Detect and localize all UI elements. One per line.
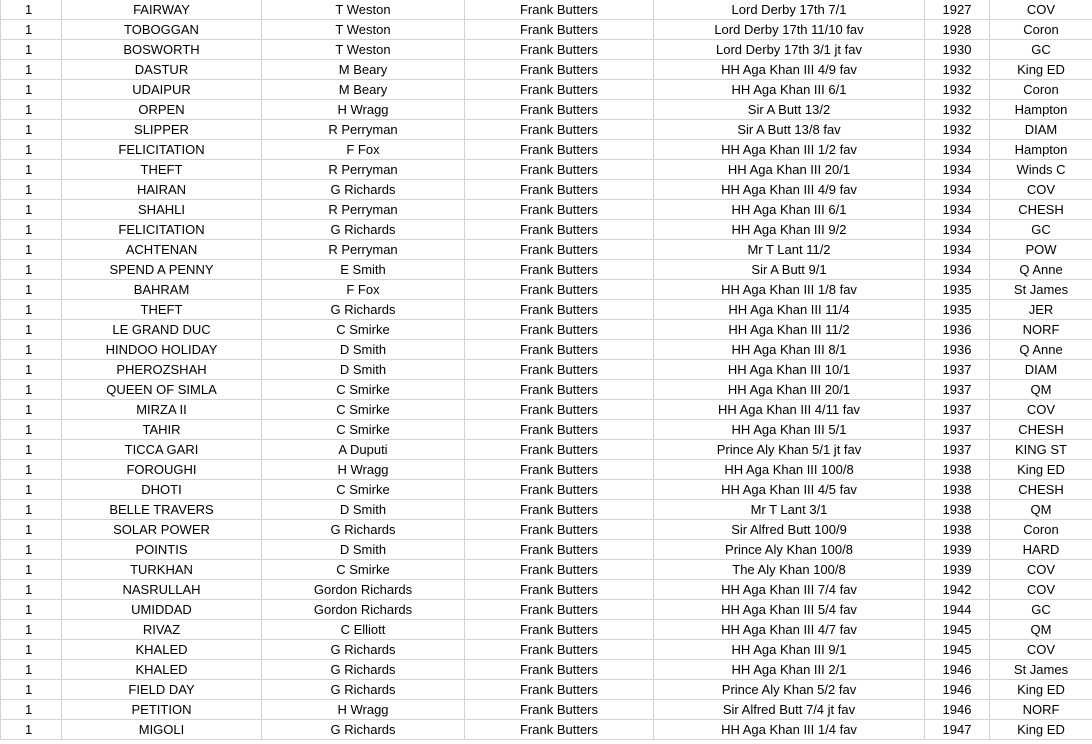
table-row <box>1 360 1092 380</box>
year-cell[interactable]: 1942 <box>925 580 990 600</box>
owner-odds-cell[interactable]: HH Aga Khan III 11/2 <box>654 320 925 340</box>
jockey-cell[interactable]: F Fox <box>262 280 465 300</box>
table-row <box>1 220 1092 240</box>
position-cell[interactable]: 1 <box>1 0 62 20</box>
position-cell[interactable]: 1 <box>1 60 62 80</box>
trainer-cell[interactable]: Frank Butters <box>465 400 654 420</box>
position-cell[interactable]: 1 <box>1 480 62 500</box>
owner-odds-cell[interactable]: HH Aga Khan III 9/2 <box>654 220 925 240</box>
year-cell[interactable]: 1935 <box>925 280 990 300</box>
jockey-cell[interactable]: M Beary <box>262 80 465 100</box>
horse-cell[interactable]: HINDOO HOLIDAY <box>62 340 262 360</box>
owner-odds-cell[interactable]: Lord Derby 17th 7/1 <box>654 0 925 20</box>
jockey-cell[interactable]: E Smith <box>262 260 465 280</box>
year-cell[interactable]: 1930 <box>925 40 990 60</box>
race-cell[interactable]: Coron <box>990 20 1092 40</box>
year-cell[interactable]: 1937 <box>925 440 990 460</box>
race-cell[interactable]: King ED <box>990 680 1092 700</box>
race-cell[interactable]: Hampton <box>990 140 1092 160</box>
position-cell[interactable]: 1 <box>1 20 62 40</box>
position-cell[interactable]: 1 <box>1 200 62 220</box>
horse-cell[interactable]: TURKHAN <box>62 560 262 580</box>
year-cell[interactable]: 1946 <box>925 700 990 720</box>
year-cell[interactable]: 1937 <box>925 380 990 400</box>
horse-cell[interactable]: FAIRWAY <box>62 0 262 20</box>
horse-cell[interactable]: QUEEN OF SIMLA <box>62 380 262 400</box>
owner-odds-cell[interactable]: Sir Alfred Butt 100/9 <box>654 520 925 540</box>
race-cell[interactable]: Q Anne <box>990 260 1092 280</box>
horse-cell[interactable]: MIGOLI <box>62 720 262 740</box>
position-cell[interactable]: 1 <box>1 100 62 120</box>
year-cell[interactable]: 1946 <box>925 660 990 680</box>
table-row <box>1 420 1092 440</box>
table-row <box>1 520 1092 540</box>
jockey-cell[interactable]: Gordon Richards <box>262 600 465 620</box>
table-row <box>1 380 1092 400</box>
race-cell[interactable]: King ED <box>990 60 1092 80</box>
table-row <box>1 580 1092 600</box>
table-row <box>1 560 1092 580</box>
horse-cell[interactable]: SLIPPER <box>62 120 262 140</box>
trainer-cell[interactable]: Frank Butters <box>465 520 654 540</box>
position-cell[interactable]: 1 <box>1 720 62 740</box>
trainer-cell[interactable]: Frank Butters <box>465 540 654 560</box>
race-cell[interactable]: COV <box>990 640 1092 660</box>
year-cell[interactable]: 1936 <box>925 320 990 340</box>
year-cell[interactable]: 1932 <box>925 100 990 120</box>
owner-odds-cell[interactable]: Mr T Lant 11/2 <box>654 240 925 260</box>
owner-odds-cell[interactable]: HH Aga Khan III 4/11 fav <box>654 400 925 420</box>
trainer-cell[interactable]: Frank Butters <box>465 440 654 460</box>
trainer-cell[interactable]: Frank Butters <box>465 700 654 720</box>
year-cell[interactable]: 1934 <box>925 180 990 200</box>
year-cell[interactable]: 1937 <box>925 360 990 380</box>
trainer-cell[interactable]: Frank Butters <box>465 500 654 520</box>
table-row <box>1 100 1092 120</box>
jockey-cell[interactable]: Gordon Richards <box>262 580 465 600</box>
race-cell[interactable]: King ED <box>990 460 1092 480</box>
owner-odds-cell[interactable]: Sir A Butt 13/8 fav <box>654 120 925 140</box>
owner-odds-cell[interactable]: HH Aga Khan III 7/4 fav <box>654 580 925 600</box>
horse-cell[interactable]: SPEND A PENNY <box>62 260 262 280</box>
jockey-cell[interactable]: R Perryman <box>262 120 465 140</box>
table-row <box>1 80 1092 100</box>
trainer-cell[interactable]: Frank Butters <box>465 660 654 680</box>
year-cell[interactable]: 1934 <box>925 160 990 180</box>
owner-odds-cell[interactable]: HH Aga Khan III 4/9 fav <box>654 60 925 80</box>
horse-cell[interactable]: NASRULLAH <box>62 580 262 600</box>
table-row <box>1 200 1092 220</box>
table-row <box>1 140 1092 160</box>
owner-odds-cell[interactable]: HH Aga Khan III 8/1 <box>654 340 925 360</box>
trainer-cell[interactable]: Frank Butters <box>465 140 654 160</box>
horse-cell[interactable]: TAHIR <box>62 420 262 440</box>
horse-cell[interactable]: ORPEN <box>62 100 262 120</box>
owner-odds-cell[interactable]: HH Aga Khan III 5/1 <box>654 420 925 440</box>
owner-odds-cell[interactable]: HH Aga Khan III 2/1 <box>654 660 925 680</box>
table-row <box>1 160 1092 180</box>
year-cell[interactable]: 1934 <box>925 260 990 280</box>
horse-cell[interactable]: POINTIS <box>62 540 262 560</box>
jockey-cell[interactable]: H Wragg <box>262 100 465 120</box>
trainer-cell[interactable]: Frank Butters <box>465 0 654 20</box>
horse-cell[interactable]: KHALED <box>62 640 262 660</box>
race-cell[interactable]: Coron <box>990 520 1092 540</box>
position-cell[interactable]: 1 <box>1 240 62 260</box>
year-cell[interactable]: 1934 <box>925 140 990 160</box>
table-row <box>1 700 1092 720</box>
race-cell[interactable]: Coron <box>990 80 1092 100</box>
trainer-cell[interactable]: Frank Butters <box>465 620 654 640</box>
owner-odds-cell[interactable]: The Aly Khan 100/8 <box>654 560 925 580</box>
owner-odds-cell[interactable]: HH Aga Khan III 9/1 <box>654 640 925 660</box>
horse-cell[interactable]: THEFT <box>62 160 262 180</box>
trainer-cell[interactable]: Frank Butters <box>465 420 654 440</box>
race-cell[interactable]: CHESH <box>990 480 1092 500</box>
table-row <box>1 280 1092 300</box>
table-row <box>1 340 1092 360</box>
trainer-cell[interactable]: Frank Butters <box>465 300 654 320</box>
race-cell[interactable]: JER <box>990 300 1092 320</box>
horse-cell[interactable]: LE GRAND DUC <box>62 320 262 340</box>
jockey-cell[interactable]: D Smith <box>262 340 465 360</box>
horse-cell[interactable]: KHALED <box>62 660 262 680</box>
jockey-cell[interactable]: C Smirke <box>262 320 465 340</box>
horse-cell[interactable]: BELLE TRAVERS <box>62 500 262 520</box>
race-cell[interactable]: NORF <box>990 320 1092 340</box>
race-cell[interactable]: COV <box>990 180 1092 200</box>
owner-odds-cell[interactable]: Mr T Lant 3/1 <box>654 500 925 520</box>
table-row <box>1 260 1092 280</box>
year-cell[interactable]: 1939 <box>925 560 990 580</box>
position-cell[interactable]: 1 <box>1 440 62 460</box>
owner-odds-cell[interactable]: Prince Aly Khan 100/8 <box>654 540 925 560</box>
horse-cell[interactable]: RIVAZ <box>62 620 262 640</box>
jockey-cell[interactable]: T Weston <box>262 40 465 60</box>
year-cell[interactable]: 1947 <box>925 720 990 740</box>
table-row <box>1 660 1092 680</box>
horse-cell[interactable]: TICCA GARI <box>62 440 262 460</box>
year-cell[interactable]: 1939 <box>925 540 990 560</box>
jockey-cell[interactable]: T Weston <box>262 0 465 20</box>
table-row <box>1 0 1092 20</box>
horse-cell[interactable]: PETITION <box>62 700 262 720</box>
race-cell[interactable]: King ED <box>990 720 1092 740</box>
position-cell[interactable]: 1 <box>1 40 62 60</box>
table-row <box>1 600 1092 620</box>
trainer-cell[interactable]: Frank Butters <box>465 680 654 700</box>
year-cell[interactable]: 1932 <box>925 120 990 140</box>
race-cell[interactable]: KING ST <box>990 440 1092 460</box>
owner-odds-cell[interactable]: HH Aga Khan III 6/1 <box>654 80 925 100</box>
owner-odds-cell[interactable]: HH Aga Khan III 1/4 fav <box>654 720 925 740</box>
race-cell[interactable]: Winds C <box>990 160 1092 180</box>
race-cell[interactable]: QM <box>990 500 1092 520</box>
race-cell[interactable]: St James <box>990 280 1092 300</box>
owner-odds-cell[interactable]: HH Aga Khan III 6/1 <box>654 200 925 220</box>
race-cell[interactable]: COV <box>990 580 1092 600</box>
position-cell[interactable]: 1 <box>1 520 62 540</box>
horse-cell[interactable]: DHOTI <box>62 480 262 500</box>
year-cell[interactable]: 1934 <box>925 200 990 220</box>
jockey-cell[interactable]: G Richards <box>262 220 465 240</box>
position-cell[interactable]: 1 <box>1 180 62 200</box>
year-cell[interactable]: 1935 <box>925 300 990 320</box>
jockey-cell[interactable]: C Smirke <box>262 420 465 440</box>
position-cell[interactable]: 1 <box>1 540 62 560</box>
race-cell[interactable]: GC <box>990 220 1092 240</box>
horse-cell[interactable]: PHEROZSHAH <box>62 360 262 380</box>
race-cell[interactable]: QM <box>990 620 1092 640</box>
horse-cell[interactable]: TOBOGGAN <box>62 20 262 40</box>
jockey-cell[interactable]: D Smith <box>262 540 465 560</box>
trainer-cell[interactable]: Frank Butters <box>465 80 654 100</box>
year-cell[interactable]: 1937 <box>925 420 990 440</box>
owner-odds-cell[interactable]: HH Aga Khan III 4/7 fav <box>654 620 925 640</box>
year-cell[interactable]: 1932 <box>925 80 990 100</box>
trainer-cell[interactable]: Frank Butters <box>465 240 654 260</box>
owner-odds-cell[interactable]: Sir A Butt 9/1 <box>654 260 925 280</box>
race-cell[interactable]: DIAM <box>990 120 1092 140</box>
year-cell[interactable]: 1934 <box>925 220 990 240</box>
horse-cell[interactable]: SHAHLI <box>62 200 262 220</box>
trainer-cell[interactable]: Frank Butters <box>465 20 654 40</box>
owner-odds-cell[interactable]: Sir Alfred Butt 7/4 jt fav <box>654 700 925 720</box>
jockey-cell[interactable]: C Smirke <box>262 560 465 580</box>
position-cell[interactable]: 1 <box>1 340 62 360</box>
trainer-cell[interactable]: Frank Butters <box>465 40 654 60</box>
jockey-cell[interactable]: C Smirke <box>262 480 465 500</box>
table-row <box>1 480 1092 500</box>
owner-odds-cell[interactable]: HH Aga Khan III 20/1 <box>654 160 925 180</box>
jockey-cell[interactable]: F Fox <box>262 140 465 160</box>
horse-cell[interactable]: HAIRAN <box>62 180 262 200</box>
position-cell[interactable]: 1 <box>1 80 62 100</box>
year-cell[interactable]: 1944 <box>925 600 990 620</box>
position-cell[interactable]: 1 <box>1 140 62 160</box>
jockey-cell[interactable]: R Perryman <box>262 200 465 220</box>
year-cell[interactable]: 1927 <box>925 0 990 20</box>
position-cell[interactable]: 1 <box>1 700 62 720</box>
position-cell[interactable]: 1 <box>1 280 62 300</box>
horse-cell[interactable]: FIELD DAY <box>62 680 262 700</box>
position-cell[interactable]: 1 <box>1 360 62 380</box>
race-cell[interactable]: NORF <box>990 700 1092 720</box>
jockey-cell[interactable]: G Richards <box>262 300 465 320</box>
horse-cell[interactable]: BAHRAM <box>62 280 262 300</box>
race-cell[interactable]: CHESH <box>990 420 1092 440</box>
position-cell[interactable]: 1 <box>1 380 62 400</box>
horse-cell[interactable]: UDAIPUR <box>62 80 262 100</box>
trainer-cell[interactable]: Frank Butters <box>465 340 654 360</box>
race-cell[interactable]: GC <box>990 40 1092 60</box>
jockey-cell[interactable]: R Perryman <box>262 240 465 260</box>
trainer-cell[interactable]: Frank Butters <box>465 260 654 280</box>
position-cell[interactable]: 1 <box>1 320 62 340</box>
trainer-cell[interactable]: Frank Butters <box>465 200 654 220</box>
trainer-cell[interactable]: Frank Butters <box>465 360 654 380</box>
owner-odds-cell[interactable]: HH Aga Khan III 100/8 <box>654 460 925 480</box>
trainer-cell[interactable]: Frank Butters <box>465 460 654 480</box>
position-cell[interactable]: 1 <box>1 560 62 580</box>
position-cell[interactable]: 1 <box>1 660 62 680</box>
owner-odds-cell[interactable]: HH Aga Khan III 4/5 fav <box>654 480 925 500</box>
jockey-cell[interactable]: G Richards <box>262 720 465 740</box>
horse-cell[interactable]: FELICITATION <box>62 220 262 240</box>
table-row <box>1 20 1092 40</box>
jockey-cell[interactable]: H Wragg <box>262 700 465 720</box>
position-cell[interactable]: 1 <box>1 640 62 660</box>
table-row <box>1 500 1092 520</box>
trainer-cell[interactable]: Frank Butters <box>465 180 654 200</box>
trainer-cell[interactable]: Frank Butters <box>465 640 654 660</box>
table-row <box>1 620 1092 640</box>
table-body <box>1 0 1092 740</box>
year-cell[interactable]: 1945 <box>925 640 990 660</box>
year-cell[interactable]: 1932 <box>925 60 990 80</box>
table-row <box>1 40 1092 60</box>
position-cell[interactable]: 1 <box>1 400 62 420</box>
horse-cell[interactable]: SOLAR POWER <box>62 520 262 540</box>
jockey-cell[interactable]: G Richards <box>262 660 465 680</box>
jockey-cell[interactable]: H Wragg <box>262 460 465 480</box>
race-cell[interactable]: COV <box>990 400 1092 420</box>
position-cell[interactable]: 1 <box>1 620 62 640</box>
jockey-cell[interactable]: R Perryman <box>262 160 465 180</box>
owner-odds-cell[interactable]: HH Aga Khan III 10/1 <box>654 360 925 380</box>
table-row <box>1 460 1092 480</box>
owner-odds-cell[interactable]: HH Aga Khan III 1/2 fav <box>654 140 925 160</box>
owner-odds-cell[interactable]: Prince Aly Khan 5/1 jt fav <box>654 440 925 460</box>
trainer-cell[interactable]: Frank Butters <box>465 280 654 300</box>
year-cell[interactable]: 1928 <box>925 20 990 40</box>
owner-odds-cell[interactable]: Prince Aly Khan 5/2 fav <box>654 680 925 700</box>
trainer-cell[interactable]: Frank Butters <box>465 380 654 400</box>
year-cell[interactable]: 1938 <box>925 520 990 540</box>
race-cell[interactable]: POW <box>990 240 1092 260</box>
year-cell[interactable]: 1945 <box>925 620 990 640</box>
position-cell[interactable]: 1 <box>1 420 62 440</box>
owner-odds-cell[interactable]: Lord Derby 17th 3/1 jt fav <box>654 40 925 60</box>
trainer-cell[interactable]: Frank Butters <box>465 560 654 580</box>
horse-cell[interactable]: DASTUR <box>62 60 262 80</box>
position-cell[interactable]: 1 <box>1 220 62 240</box>
trainer-cell[interactable]: Frank Butters <box>465 160 654 180</box>
race-cell[interactable]: Q Anne <box>990 340 1092 360</box>
trainer-cell[interactable]: Frank Butters <box>465 720 654 740</box>
table-row <box>1 180 1092 200</box>
table-row <box>1 440 1092 460</box>
table-row <box>1 640 1092 660</box>
owner-odds-cell[interactable]: HH Aga Khan III 4/9 fav <box>654 180 925 200</box>
jockey-cell[interactable]: G Richards <box>262 640 465 660</box>
table-row <box>1 720 1092 740</box>
trainer-cell[interactable]: Frank Butters <box>465 600 654 620</box>
owner-odds-cell[interactable]: Lord Derby 17th 11/10 fav <box>654 20 925 40</box>
horse-cell[interactable]: BOSWORTH <box>62 40 262 60</box>
jockey-cell[interactable]: M Beary <box>262 60 465 80</box>
race-cell[interactable]: HARD <box>990 540 1092 560</box>
horse-cell[interactable]: MIRZA II <box>62 400 262 420</box>
trainer-cell[interactable]: Frank Butters <box>465 100 654 120</box>
horse-cell[interactable]: FOROUGHI <box>62 460 262 480</box>
jockey-cell[interactable]: C Smirke <box>262 380 465 400</box>
table-row <box>1 300 1092 320</box>
position-cell[interactable]: 1 <box>1 460 62 480</box>
trainer-cell[interactable]: Frank Butters <box>465 60 654 80</box>
owner-odds-cell[interactable]: HH Aga Khan III 20/1 <box>654 380 925 400</box>
table-row <box>1 400 1092 420</box>
position-cell[interactable]: 1 <box>1 600 62 620</box>
year-cell[interactable]: 1938 <box>925 480 990 500</box>
table-row <box>1 120 1092 140</box>
year-cell[interactable]: 1937 <box>925 400 990 420</box>
jockey-cell[interactable]: C Elliott <box>262 620 465 640</box>
race-cell[interactable]: CHESH <box>990 200 1092 220</box>
trainer-cell[interactable]: Frank Butters <box>465 120 654 140</box>
race-cell[interactable]: COV <box>990 0 1092 20</box>
owner-odds-cell[interactable]: HH Aga Khan III 11/4 <box>654 300 925 320</box>
horse-cell[interactable]: ACHTENAN <box>62 240 262 260</box>
owner-odds-cell[interactable]: Sir A Butt 13/2 <box>654 100 925 120</box>
race-cell[interactable]: GC <box>990 600 1092 620</box>
race-cell[interactable]: QM <box>990 380 1092 400</box>
jockey-cell[interactable]: G Richards <box>262 180 465 200</box>
trainer-cell[interactable]: Frank Butters <box>465 320 654 340</box>
table-row <box>1 240 1092 260</box>
race-cell[interactable]: DIAM <box>990 360 1092 380</box>
race-cell[interactable]: COV <box>990 560 1092 580</box>
year-cell[interactable]: 1936 <box>925 340 990 360</box>
table-row <box>1 60 1092 80</box>
jockey-cell[interactable]: G Richards <box>262 520 465 540</box>
horse-cell[interactable]: THEFT <box>62 300 262 320</box>
jockey-cell[interactable]: A Duputi <box>262 440 465 460</box>
year-cell[interactable]: 1934 <box>925 240 990 260</box>
year-cell[interactable]: 1946 <box>925 680 990 700</box>
position-cell[interactable]: 1 <box>1 120 62 140</box>
trainer-cell[interactable]: Frank Butters <box>465 480 654 500</box>
jockey-cell[interactable]: D Smith <box>262 500 465 520</box>
race-cell[interactable]: Hampton <box>990 100 1092 120</box>
position-cell[interactable]: 1 <box>1 500 62 520</box>
year-cell[interactable]: 1938 <box>925 500 990 520</box>
owner-odds-cell[interactable]: HH Aga Khan III 1/8 fav <box>654 280 925 300</box>
position-cell[interactable]: 1 <box>1 160 62 180</box>
year-cell[interactable]: 1938 <box>925 460 990 480</box>
table-row <box>1 680 1092 700</box>
jockey-cell[interactable]: C Smirke <box>262 400 465 420</box>
jockey-cell[interactable]: G Richards <box>262 680 465 700</box>
race-cell[interactable]: St James <box>990 660 1092 680</box>
position-cell[interactable]: 1 <box>1 680 62 700</box>
jockey-cell[interactable]: T Weston <box>262 20 465 40</box>
position-cell[interactable]: 1 <box>1 300 62 320</box>
position-cell[interactable]: 1 <box>1 580 62 600</box>
table-row <box>1 320 1092 340</box>
horse-cell[interactable]: UMIDDAD <box>62 600 262 620</box>
table-row <box>1 540 1092 560</box>
position-cell[interactable]: 1 <box>1 260 62 280</box>
horse-cell[interactable]: FELICITATION <box>62 140 262 160</box>
owner-odds-cell[interactable]: HH Aga Khan III 5/4 fav <box>654 600 925 620</box>
trainer-cell[interactable]: Frank Butters <box>465 220 654 240</box>
jockey-cell[interactable]: D Smith <box>262 360 465 380</box>
trainer-cell[interactable]: Frank Butters <box>465 580 654 600</box>
